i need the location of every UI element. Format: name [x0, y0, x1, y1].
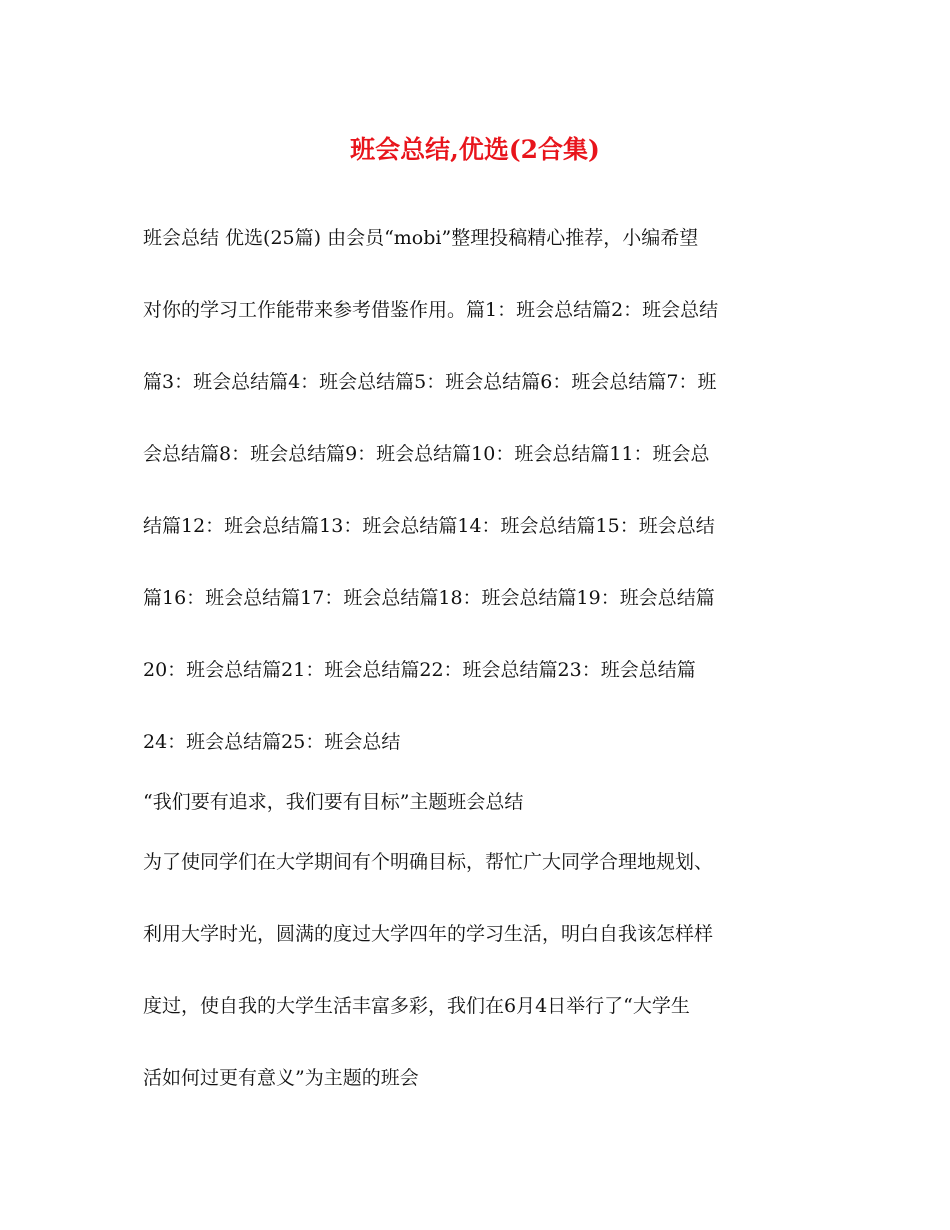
body-line-2: 利用大学时光，圆满的度过大学四年的学习生活，明白自我该怎样样	[143, 923, 714, 945]
page-title: 班会总结,优选(2合集)	[350, 135, 600, 164]
intro-line-7: 20：班会总结篇21：班会总结篇22：班会总结篇23：班会总结篇	[143, 659, 696, 681]
intro-line-2: 对你的学习工作能带来参考借鉴作用。篇1：班会总结篇2：班会总结	[143, 299, 719, 321]
body-line-3: 度过，使自我的大学生活丰富多彩，我们在6月4日举行了“大学生	[143, 995, 690, 1017]
intro-line-4: 会总结篇8：班会总结篇9：班会总结篇10：班会总结篇11：班会总	[143, 443, 710, 465]
intro-line-3: 篇3：班会总结篇4：班会总结篇5：班会总结篇6：班会总结篇7：班	[143, 371, 717, 393]
intro-line-1: 班会总结 优选(25篇) 由会员“mobi”整理投稿精心推荐，小编希望	[143, 227, 699, 249]
body-line-4: 活如何过更有意义”为主题的班会	[143, 1067, 419, 1089]
intro-line-5: 结篇12：班会总结篇13：班会总结篇14：班会总结篇15：班会总结	[143, 515, 715, 537]
body-line-1: 为了使同学们在大学期间有个明确目标，帮忙广大同学合理地规划、	[143, 851, 714, 873]
intro-line-6: 篇16：班会总结篇17：班会总结篇18：班会总结篇19：班会总结篇	[143, 587, 715, 609]
intro-line-8: 24：班会总结篇25：班会总结	[143, 731, 401, 753]
section-heading: “我们要有追求，我们要有目标”主题班会总结	[143, 791, 524, 813]
